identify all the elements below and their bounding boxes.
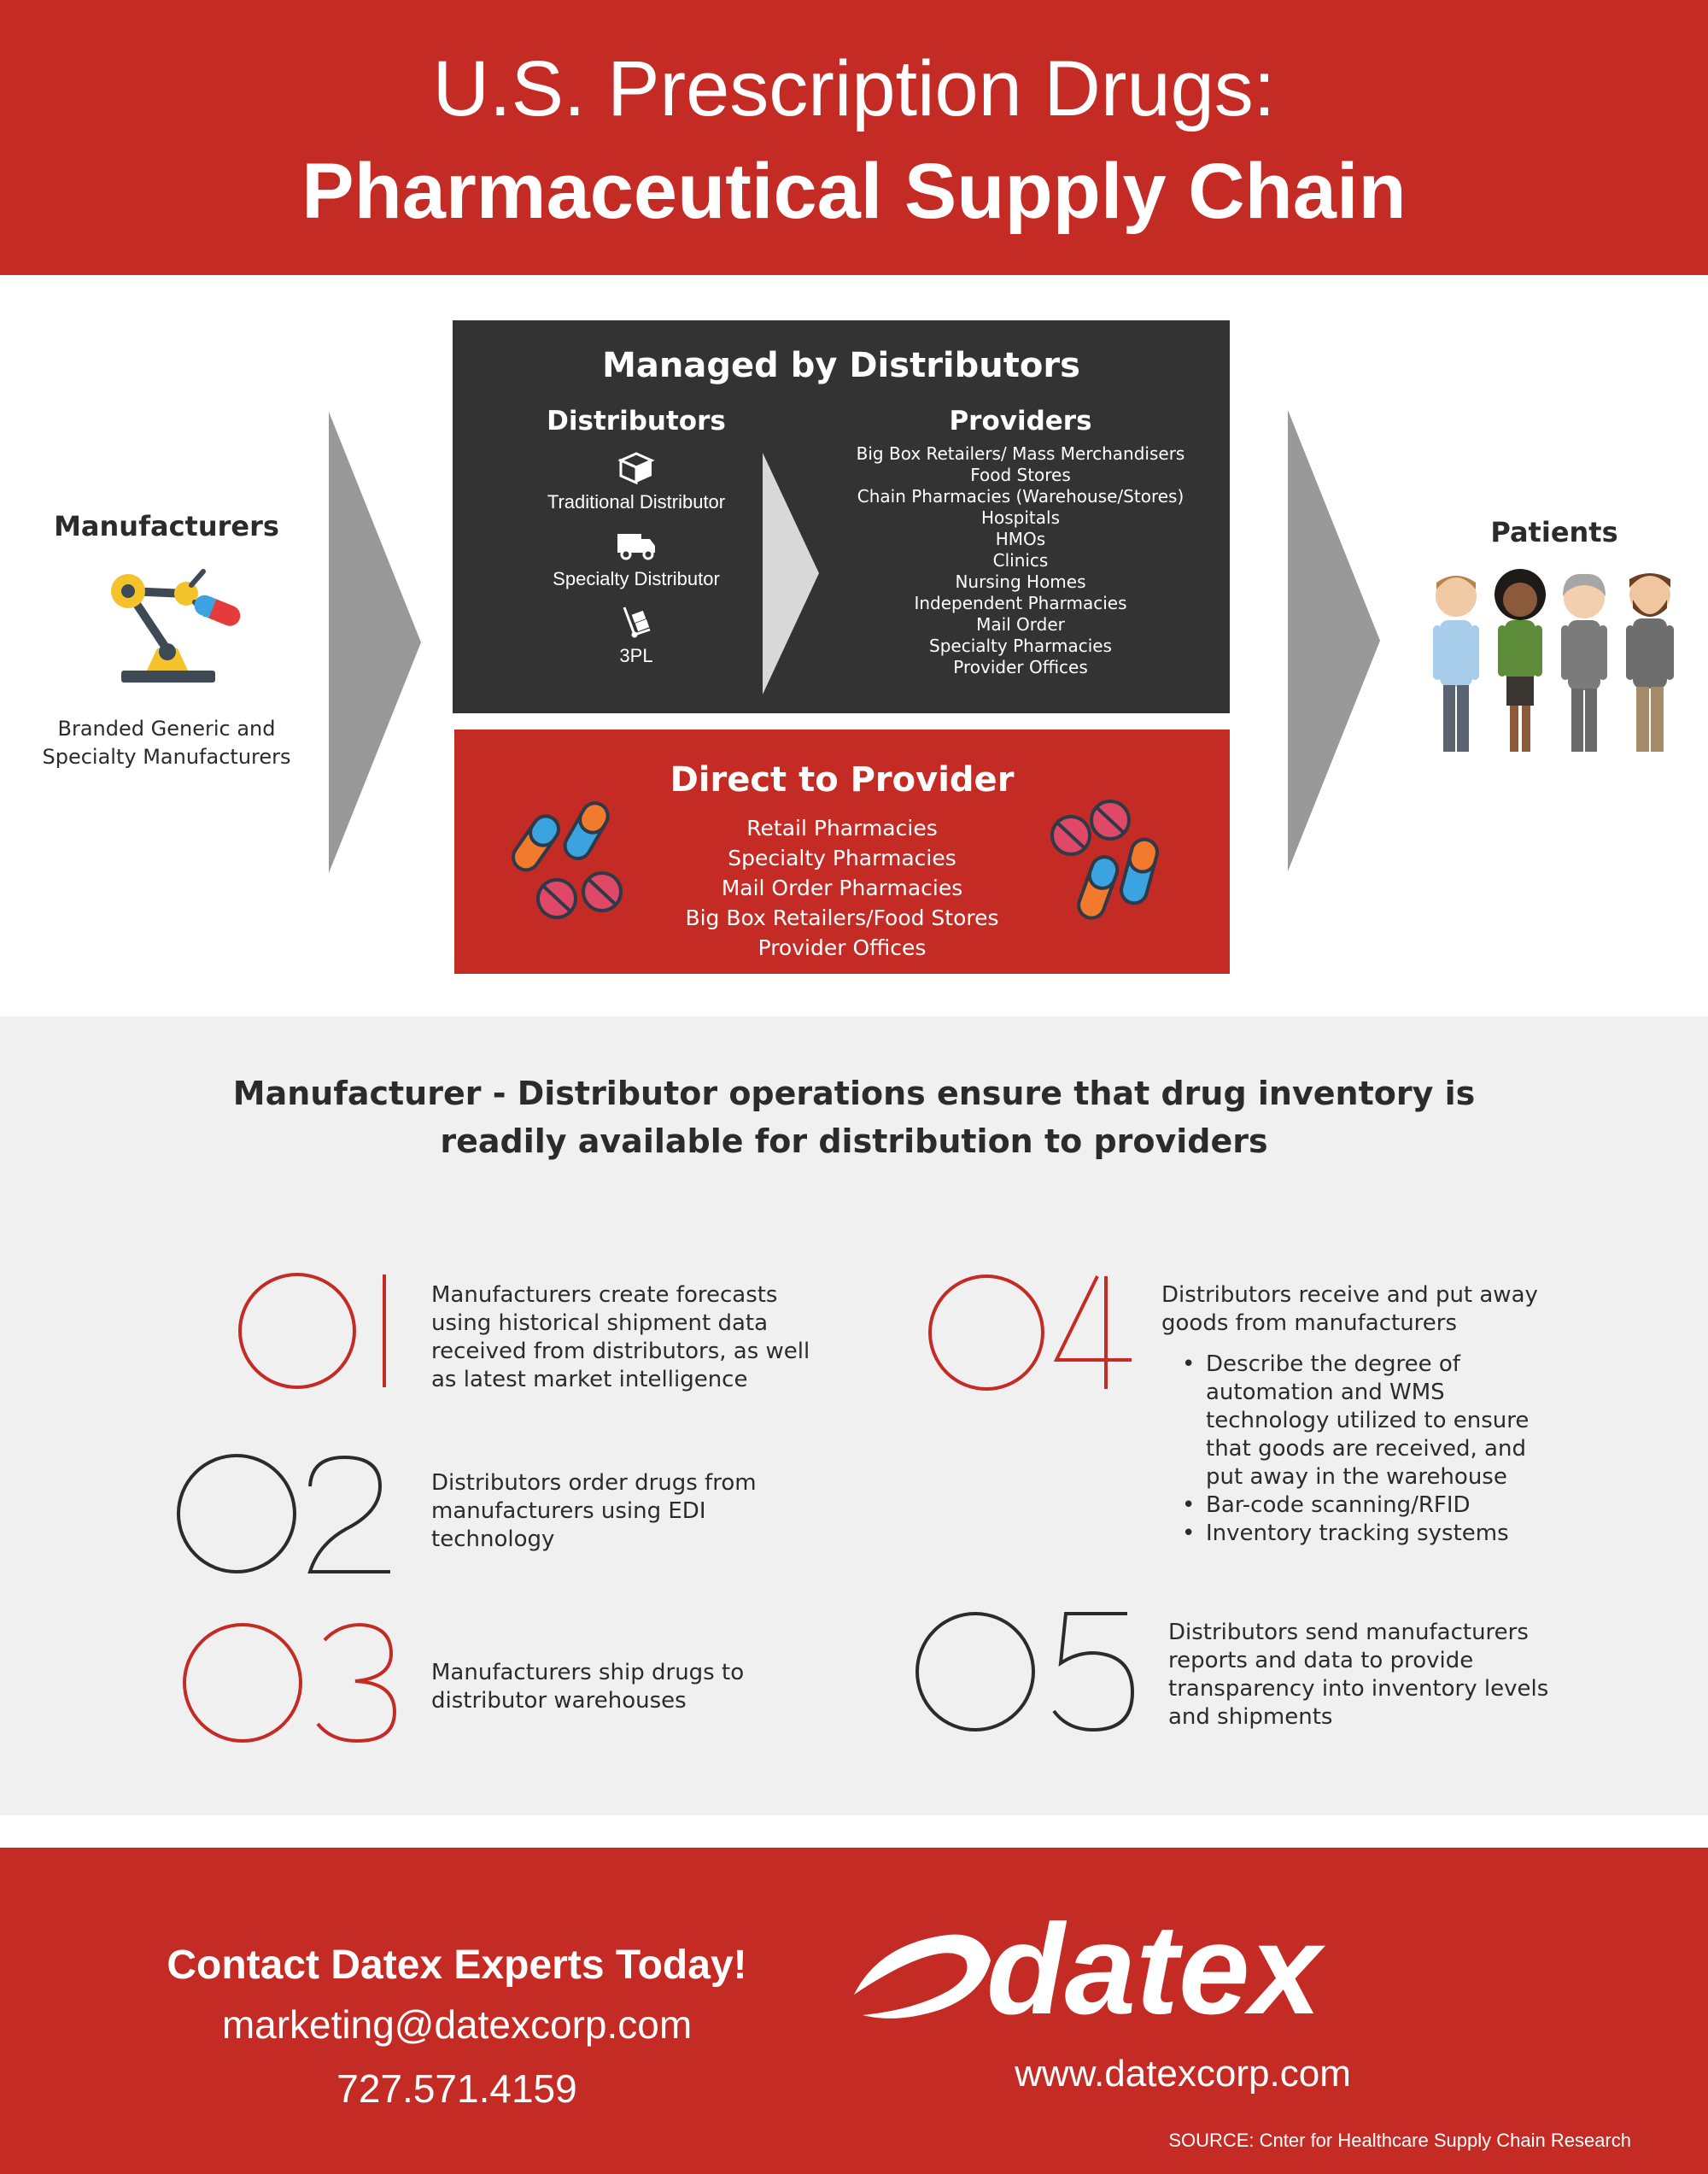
provider-item: Specialty Pharmacies <box>929 636 1112 656</box>
manufacturers-node <box>34 510 299 771</box>
managed-title: Managed by Distributors <box>602 346 1080 385</box>
patients-group-icon <box>1426 565 1682 762</box>
direct-item: Big Box Retailers/Food Stores <box>685 905 999 930</box>
hand-truck-icon <box>616 606 657 638</box>
distributor-label: Traditional Distributor <box>547 491 726 513</box>
website-link[interactable]: www.datexcorp.com <box>1015 2053 1351 2095</box>
pills-icon <box>1044 798 1163 926</box>
step-text-04 <box>1161 1281 1563 1548</box>
provider-item: Hospitals <box>980 507 1061 528</box>
truck-icon <box>616 529 657 561</box>
provider-item: Food Stores <box>970 465 1071 485</box>
step-number-03 <box>181 1621 401 1745</box>
box-icon <box>616 452 657 484</box>
providers-list <box>828 443 1213 678</box>
flow-arrow-to-patients <box>1288 410 1380 871</box>
provider-item: Nursing Homes <box>955 571 1086 592</box>
direct-list <box>625 813 1059 963</box>
managed-by-distributors-panel <box>453 320 1230 713</box>
provider-item: Big Box Retailers/ Mass Merchandisers <box>856 443 1185 464</box>
footer-banner <box>0 1848 1708 2174</box>
contact-phone-link[interactable]: 727.571.4159 <box>336 2066 577 2111</box>
step-text-01: Manufacturers create forecasts using historical shipment data received from distributors, as well as latest market intelligence <box>431 1282 810 1392</box>
distributor-traditional <box>487 452 786 513</box>
bullet-item: • Inventory tracking systems <box>1182 1520 1563 1548</box>
patients-node <box>1426 516 1682 762</box>
contact-email-link[interactable]: marketing@datexcorp.com <box>221 2002 693 2047</box>
provider-item: Independent Pharmacies <box>914 593 1127 613</box>
datex-logo <box>845 1909 1358 2037</box>
distributors-column <box>487 406 786 667</box>
step-text-05: Distributors send manufacturers reports and data to provide transparency into inventory levels and shipments <box>1168 1620 1549 1730</box>
page-title-line1: U.S. Prescription Drugs: <box>432 45 1276 132</box>
step-number-05 <box>914 1610 1140 1734</box>
distributor-specialty <box>487 529 786 590</box>
bullet-item: • Bar-code scanning/RFID <box>1182 1491 1563 1520</box>
headline-line1: Manufacturer - Distributor operations ensure that drug inventory is <box>232 1075 1476 1112</box>
provider-item: Provider Offices <box>953 657 1088 677</box>
providers-heading: Providers <box>949 406 1092 437</box>
page-title-line2: Pharmaceutical Supply Chain <box>301 148 1407 235</box>
distributor-3pl <box>487 606 786 667</box>
providers-column <box>828 406 1213 678</box>
direct-item: Provider Offices <box>757 935 927 960</box>
datex-logo-text: datex <box>986 1909 1321 2037</box>
provider-item: Clinics <box>992 550 1049 571</box>
direct-item: Specialty Pharmacies <box>728 846 956 870</box>
steps-headline <box>171 1069 1537 1165</box>
direct-item: Retail Pharmacies <box>746 816 938 841</box>
flow-arrow-to-providers <box>763 453 819 694</box>
provider-item: HMOs <box>995 529 1046 549</box>
process-steps-section <box>0 1017 1708 1815</box>
contact-cta: Contact Datex Experts Today! <box>167 1943 747 1988</box>
patients-title: Patients <box>1490 516 1618 548</box>
headline-line2: readily available for distribution to providers <box>440 1122 1268 1160</box>
provider-item: Chain Pharmacies (Warehouse/Stores) <box>857 486 1184 507</box>
direct-item: Mail Order Pharmacies <box>721 876 963 900</box>
distributor-label: Specialty Distributor <box>553 568 720 589</box>
step-number-04 <box>927 1273 1136 1392</box>
robotic-arm-icon <box>85 561 248 689</box>
step-number-01 <box>237 1271 400 1391</box>
step-text-02: Distributors order drugs from manufacturers using EDI technology <box>431 1470 757 1552</box>
step-text-03: Manufacturers ship drugs to distributor warehouses <box>431 1660 745 1714</box>
direct-to-provider-panel <box>454 730 1230 974</box>
provider-item: Mail Order <box>976 614 1065 635</box>
distributors-heading: Distributors <box>547 406 726 437</box>
step-04-bullets <box>1182 1351 1563 1548</box>
flow-arrow-to-distribution <box>329 412 421 873</box>
direct-title: Direct to Provider <box>670 760 1015 800</box>
bullet-item: • Describe the degree of automation and WMS technology utilized to ensure that goods are received, and put away in the warehouse <box>1182 1351 1563 1491</box>
supply-chain-diagram <box>0 275 1708 1017</box>
distributor-label: 3PL <box>619 645 653 666</box>
header-banner <box>0 0 1708 275</box>
step-number-02 <box>175 1452 397 1576</box>
pills-icon <box>510 798 629 926</box>
step-text-04-main: Distributors receive and put away goods from manufacturers <box>1161 1282 1538 1336</box>
manufacturers-description: Branded Generic and Specialty Manufacturers <box>42 717 291 769</box>
manufacturers-title: Manufacturers <box>54 510 279 542</box>
source-note: SOURCE: Cnter for Healthcare Supply Chain Research <box>1168 2130 1631 2151</box>
